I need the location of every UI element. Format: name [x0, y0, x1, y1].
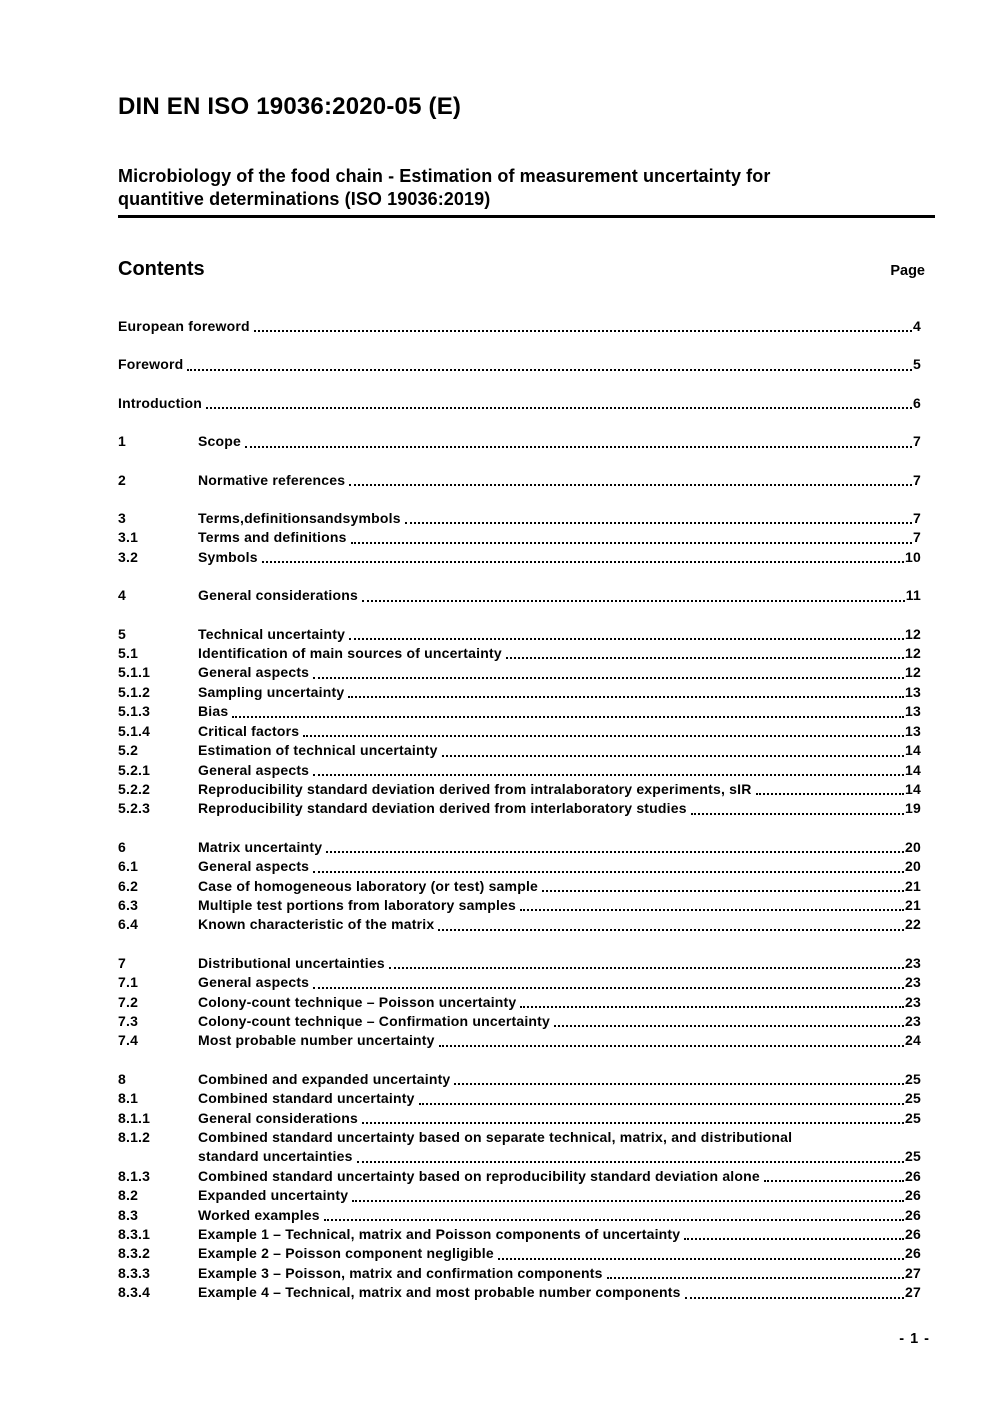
toc-leader-dots	[756, 780, 904, 795]
toc-entry-number: 5	[118, 625, 126, 642]
toc-row	[118, 1167, 921, 1186]
toc-entry-number: 8.1	[118, 1090, 139, 1107]
toc-row	[118, 1109, 921, 1128]
toc-row	[118, 586, 921, 605]
toc-leader-dots	[439, 1031, 904, 1046]
toc-entry-title: Case of homogeneous laboratory (or test) sample	[198, 877, 539, 894]
toc-leader-dots	[254, 317, 912, 332]
toc-row	[118, 509, 921, 528]
toc-entry-title: General aspects	[198, 858, 310, 875]
toc-entry-title: Expanded uncertainty	[198, 1187, 349, 1204]
toc-leader-dots	[454, 1070, 904, 1085]
toc-entry-number: 6.1	[118, 858, 139, 875]
toc-row	[118, 857, 921, 876]
toc-leader-dots	[419, 1089, 904, 1104]
toc-entry-number: 5.2.3	[118, 800, 151, 817]
toc-leader-dots	[313, 973, 904, 988]
doc-subtitle	[118, 165, 935, 218]
toc-entry-number: 3.2	[118, 548, 139, 565]
toc-leader-dots	[607, 1264, 904, 1279]
toc-leader-dots	[520, 896, 904, 911]
toc-row	[118, 355, 921, 374]
toc-leader-dots	[352, 1186, 904, 1201]
toc-entry-page: 25	[905, 1090, 921, 1107]
toc-entry-title: Example 2 – Poisson component negligible	[198, 1245, 494, 1262]
toc-row	[118, 1225, 921, 1244]
toc-entry-number: 5.1.4	[118, 722, 151, 739]
toc-leader-dots	[313, 663, 904, 678]
toc-entry-title: Introduction	[118, 394, 203, 411]
toc-entry-page: 11	[905, 587, 921, 604]
toc-row	[118, 741, 921, 760]
toc-entry-number: 4	[118, 587, 126, 604]
toc-entry-title: Scope	[198, 433, 242, 450]
toc-entry-number: 6.4	[118, 916, 139, 933]
toc-entry-number: 7.4	[118, 1032, 139, 1049]
toc-entry-number: 7	[118, 954, 126, 971]
toc-row	[118, 1089, 921, 1108]
toc-leader-dots	[245, 432, 912, 447]
doc-subtitle-line2: quantitive determinations (ISO 19036:2019)	[118, 189, 491, 209]
toc-row	[118, 1128, 921, 1147]
toc-entry-title: Technical uncertainty	[198, 625, 346, 642]
toc-leader-dots	[442, 741, 904, 756]
toc-entry-number: 3.1	[118, 529, 139, 546]
toc-row	[118, 663, 921, 682]
toc-entry-title: Worked examples	[198, 1206, 320, 1223]
toc-entry-page: 25	[905, 1109, 921, 1126]
toc-entry-title: Reproducibility standard deviation derived from interlaboratory studies	[198, 800, 687, 817]
toc-leader-dots	[348, 683, 904, 698]
toc-entry-page: 27	[905, 1284, 921, 1301]
toc-entry-title: General aspects	[198, 761, 310, 778]
toc-entry-title: Normative references	[198, 471, 346, 488]
toc-entry-title: Combined standard uncertainty based on separate technical, matrix, and distributional	[198, 1129, 793, 1145]
toc-leader-dots	[349, 625, 904, 640]
toc-entry-page: 6	[913, 394, 921, 411]
toc-row	[118, 1244, 921, 1263]
toc-entry-number: 6.2	[118, 877, 139, 894]
toc-leader-dots	[313, 857, 904, 872]
toc-leader-dots	[357, 1147, 904, 1162]
toc-entry-number: 7.2	[118, 993, 139, 1010]
toc-row	[118, 625, 921, 644]
toc-leader-dots	[685, 1283, 904, 1298]
toc-leader-dots	[232, 702, 904, 717]
toc-entry-title: Example 1 – Technical, matrix and Poisson components of uncertainty	[198, 1226, 681, 1243]
toc-entry-number: 6	[118, 838, 126, 855]
toc-entry-page: 25	[905, 1070, 921, 1087]
toc-entry-number: 8.3.3	[118, 1264, 151, 1281]
toc-entry-title: General aspects	[198, 664, 310, 681]
toc-entry-title: General aspects	[198, 974, 310, 991]
toc-entry-number: 8.3	[118, 1206, 139, 1223]
toc-entry-page: 14	[905, 742, 921, 759]
toc-row	[118, 644, 921, 663]
toc-leader-dots	[362, 1109, 904, 1124]
toc-leader-dots	[498, 1244, 904, 1259]
toc-entry-number: 8.1.1	[118, 1109, 151, 1126]
toc-entry-page: 19	[905, 800, 921, 817]
toc-leader-dots	[351, 528, 912, 543]
toc-leader-dots	[764, 1167, 904, 1182]
page-number-footer: - 1 -	[899, 1331, 930, 1347]
toc-row	[118, 722, 921, 741]
toc-entry-page: 13	[905, 722, 921, 739]
toc-entry-title: Bias	[198, 703, 229, 720]
toc-entry-number: 1	[118, 433, 126, 450]
toc-entry-title: Critical factors	[198, 722, 300, 739]
toc-row	[118, 896, 921, 915]
toc-row	[118, 1147, 921, 1166]
toc-entry-number: 8.3.1	[118, 1226, 151, 1243]
toc-entry-page: 12	[905, 645, 921, 662]
toc-entry-title: European foreword	[118, 318, 250, 334]
toc-entry-page: 12	[905, 625, 921, 642]
toc-entry-title: Distributional uncertainties	[198, 954, 385, 971]
toc-entry-page: 22	[905, 916, 921, 933]
toc-entry-page: 5	[913, 356, 921, 373]
toc-entry-title: Colony-count technique – Poisson uncertainty	[198, 993, 517, 1010]
toc-leader-dots	[405, 509, 912, 524]
toc-entry-page: 23	[905, 974, 921, 991]
toc-row	[118, 993, 921, 1012]
toc-row	[118, 838, 921, 857]
toc-row	[118, 394, 921, 413]
toc-entry-title: Combined standard uncertainty based on reproducibility standard deviation alone	[198, 1167, 760, 1184]
toc-entry-page: 24	[905, 1032, 921, 1049]
toc-leader-dots	[520, 993, 904, 1008]
toc-row	[118, 1283, 921, 1302]
toc-leader-dots	[684, 1225, 904, 1240]
toc-entry-page: 13	[905, 703, 921, 720]
toc-leader-dots	[262, 548, 904, 563]
toc-leader-dots	[326, 838, 904, 853]
toc-entry-number: 5.1.1	[118, 664, 151, 681]
toc-row	[118, 1070, 921, 1089]
toc-row	[118, 761, 921, 780]
toc-entry-page: 26	[905, 1206, 921, 1223]
toc-entry-number: 5.2.1	[118, 761, 151, 778]
toc-row	[118, 1031, 921, 1050]
toc-entry-number: 5.1	[118, 645, 139, 662]
toc-leader-dots	[438, 915, 904, 930]
toc-leader-dots	[389, 954, 904, 969]
toc-entry-page: 7	[913, 529, 921, 546]
toc-entry-title: Identification of main sources of uncertainty	[198, 645, 502, 662]
toc-row	[118, 954, 921, 973]
toc-entry-page: 23	[905, 993, 921, 1010]
toc-entry-page: 23	[905, 1012, 921, 1029]
toc-row	[118, 799, 921, 818]
toc-entry-number: 2	[118, 471, 126, 488]
toc-entry-title: Reproducibility standard deviation derived from intralaboratory experiments, sIR	[198, 780, 752, 797]
toc-leader-dots	[691, 799, 904, 814]
toc-leader-dots	[303, 722, 904, 737]
toc-row	[118, 1264, 921, 1283]
toc-row	[118, 973, 921, 992]
toc-entry-number: 8.1.2	[118, 1129, 151, 1145]
toc-entry-page: 7	[913, 510, 921, 527]
toc-leader-dots	[187, 355, 912, 370]
toc-row	[118, 432, 921, 451]
contents-header-row	[118, 258, 935, 281]
toc-entry-page: 26	[905, 1226, 921, 1243]
toc-entry-page: 14	[905, 761, 921, 778]
toc-row	[118, 915, 921, 934]
toc-entry-number: 6.3	[118, 896, 139, 913]
toc-leader-dots	[554, 1012, 904, 1027]
toc-entry-page: 13	[905, 683, 921, 700]
toc-row	[118, 1206, 921, 1225]
toc-entry-page: 4	[913, 318, 921, 334]
toc-entry-page: 26	[905, 1245, 921, 1262]
toc-entry-number: 8	[118, 1070, 126, 1087]
toc-leader-dots	[206, 394, 912, 409]
toc-entry-page: 14	[905, 780, 921, 797]
toc-leader-dots	[542, 877, 904, 892]
doc-title: DIN EN ISO 19036:2020-05 (E)	[118, 93, 462, 120]
toc-row	[118, 683, 921, 702]
toc-entry-title: General considerations	[198, 587, 359, 604]
toc-entry-page: 20	[905, 858, 921, 875]
contents-heading: Contents	[118, 258, 205, 280]
toc-entry-title: Multiple test portions from laboratory samples	[198, 896, 517, 913]
toc-entry-page: 21	[905, 877, 921, 894]
toc-entry-page: 25	[905, 1148, 921, 1165]
toc-entry-title: Terms and definitions	[198, 529, 347, 546]
toc-entry-number: 3	[118, 510, 126, 527]
document-page	[118, 0, 935, 1303]
toc-entry-page: 27	[905, 1264, 921, 1281]
toc-entry-page: 26	[905, 1187, 921, 1204]
toc-entry-title: Combined standard uncertainty	[198, 1090, 415, 1107]
toc-entry-title: Most probable number uncertainty	[198, 1032, 435, 1049]
toc-entry-page: 10	[905, 548, 921, 565]
toc-entry-title: Sampling uncertainty	[198, 683, 345, 700]
toc-entry-title: Estimation of technical uncertainty	[198, 742, 438, 759]
toc-entry-number: 8.2	[118, 1187, 139, 1204]
doc-subtitle-line1: Microbiology of the food chain - Estimation of measurement uncertainty for	[118, 166, 771, 186]
toc-entry-title: Combined and expanded uncertainty	[198, 1070, 451, 1087]
toc-entry-title: General considerations	[198, 1109, 359, 1126]
page-column-label: Page	[890, 263, 925, 279]
toc-row	[118, 780, 921, 799]
toc-entry-number: 7.3	[118, 1012, 139, 1029]
toc-entry-title: standard uncertainties	[198, 1148, 353, 1165]
toc-entry-number: 8.3.2	[118, 1245, 151, 1262]
toc-row	[118, 471, 921, 490]
toc-entry-title: Example 4 – Technical, matrix and most probable number components	[198, 1284, 681, 1301]
toc-entry-number: 5.1.3	[118, 703, 151, 720]
toc-entry-page: 7	[913, 471, 921, 488]
toc-row	[118, 528, 921, 547]
toc-leader-dots	[313, 761, 904, 776]
toc-entry-title: Known characteristic of the matrix	[198, 916, 435, 933]
toc-row	[118, 877, 921, 896]
toc-entry-page: 7	[913, 433, 921, 450]
toc-row	[118, 1186, 921, 1205]
toc-entry-title: Foreword	[118, 356, 184, 373]
toc-entry-number: 5.2.2	[118, 780, 151, 797]
toc-entry-number: 7.1	[118, 974, 139, 991]
toc-entry-title: Colony-count technique – Confirmation uncertainty	[198, 1012, 551, 1029]
toc-entry-title: Example 3 – Poisson, matrix and confirmation components	[198, 1264, 603, 1281]
toc-entry-number: 8.3.4	[118, 1284, 151, 1301]
toc-row	[118, 702, 921, 721]
toc-entry-number: 8.1.3	[118, 1167, 151, 1184]
toc-entry-page: 23	[905, 954, 921, 971]
toc-entry-number: 5.1.2	[118, 683, 151, 700]
toc-entry-number: 5.2	[118, 742, 139, 759]
toc-entry-page: 21	[905, 896, 921, 913]
toc-row	[118, 317, 921, 336]
toc-entry-title: Symbols	[198, 548, 258, 565]
toc-leader-dots	[506, 644, 904, 659]
toc-entry-page: 26	[905, 1167, 921, 1184]
toc-entry-page: 20	[905, 838, 921, 855]
toc-leader-dots	[349, 471, 912, 486]
toc-leader-dots	[324, 1206, 904, 1221]
toc-entry-page: 12	[905, 664, 921, 681]
toc-entry-title: Matrix uncertainty	[198, 838, 323, 855]
toc-row	[118, 1012, 921, 1031]
toc-entry-title: Terms,definitionsandsymbols	[198, 510, 401, 527]
toc-leader-dots	[362, 586, 905, 601]
toc-row	[118, 548, 921, 567]
toc-list	[118, 317, 935, 1303]
